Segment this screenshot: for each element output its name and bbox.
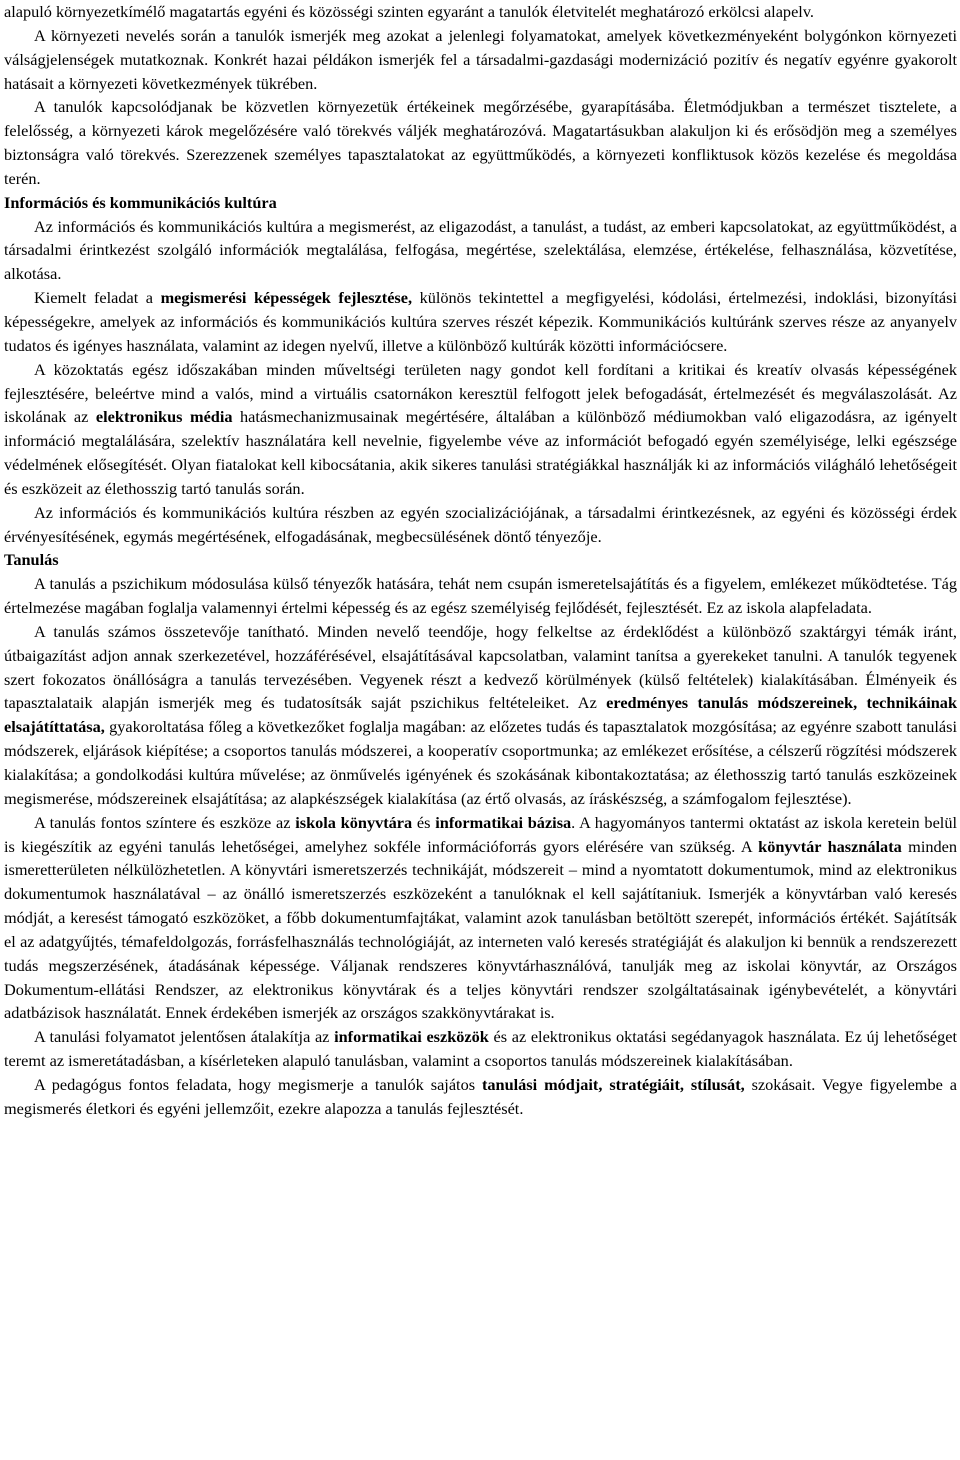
text-run: . A hagyományos tantermi oktatást az iskola keretein belül is kiegészítik az egyéni tanulás lehetőségei, amelyhez sokféle információforrás gyors elérésére van szükség. A [4, 812, 957, 856]
bold-text: könyvtár használata [758, 836, 902, 856]
paragraph: A tanulók kapcsolódjanak be közvetlen környezetük értékeinek megőrzésébe, gyarapításába. Életmódjukban a természet tisztelete, a felelősség, a környezeti károk megelőzésére való törekvés váljék meghatározóvá. Magatartásukban alakuljon ki és erősödjön meg a személyes biztonságra való törekvés. Szerezzenek személyes tapasztalatokat az együttműködés, a környezeti konfliktusok közös kezelése és megoldása terén. [4, 97, 957, 188]
section-heading: Tanulás [4, 550, 59, 570]
paragraph [4, 286, 957, 358]
text-run: minden ismeretterületen nélkülözhetetlen. A könyvtári ismeretszerzés technikáját, módszereit – mind a nyomtatott dokumentumok, mind az elektronikus dokumentumok használatával – az önálló ismeretszerzés eszközeként a tanulóknak el kell sajátítaniuk. Ismerjék a könyvtárban való keresés módját, a keresést támogató eszközöket, a főbb dokumentumfajtákat, valamint azok tanulásban betöltött szerepét, információs értékét. Sajátítsák el az adatgyűjtés, témafeldolgozás, forrásfelhasználás technológiáját, az interneten való keresés stratégiáját és alakuljon ki bennük a rendszerezett tudás megszerzésének, átadásának képessége. Váljanak rendszeres könyvtárhasználóvá, tanulják meg az iskolai könyvtár, az Országos Dokumentum-ellátási Rendszer, az elektronikus könyvtárak és a teljes könyvtári rendszer szolgáltatásainak igénybevételét, a könyvtári adatbázisok használatát. Ennek érdekében ismerjék az országos szakkönyvtárakat is. [4, 836, 958, 1023]
text-run: A tanulás számos összetevője tanítható. Minden nevelő teendője, hogy felkeltse az érdeklődést a különböző szaktárgyi témák iránt, útbaigazítást adjon annak szerkezetével, hozzáférésével, elsajátításával kapcsolatban, valamint tanítsa a gyerekeket tanulni. A tanulók tegyenek szert fokozatos önállóságra a tanulás tervezésében. Vegyenek részt a kedvező körülmények (külső feltételek) kialakításában. Élményeik és tapasztalataik alapján ismerjék meg és tudatosítsák saját pszichikus feltételeiket. Az [4, 621, 957, 713]
text-run: gyakoroltatása főleg a következőket foglalja magában: az előzetes tudás és tapasztalatok mozgósítása; az egyénre szabott tanulási módszerek, eljárások kiépítése; a csoportos tanulás módszerei, a kooperatív csoportmunka; az emlékezet erősítése, a célszerű rögzítési módszerek kialakítása; a gondolkodási kultúra művelése; az önművelés igényének és szokásának kibontakoztatása; az élethosszig tartó tanulás eszközeinek megismerése, módszereinek elsajátítása; az alapkészségek kialakítása (az értő olvasás, az íráskészség, a számfogalom fejlesztése). [4, 717, 957, 808]
bold-text: tanulási módjait, stratégiáit, stílusát, [481, 1074, 745, 1094]
bold-text: informatikai eszközök [334, 1027, 489, 1047]
text-run: hatásmechanizmusainak megértésére, általában a különböző médiumokban való eligazodásra, az igényelt információ megtalálására, szelektív használatára kell nevelnie, figyelembe véve az információt befogadó egyén személyisége, lelki egészsége védelmének elősegítését. Olyan fiatalokat kell kibocsátania, akik sikeres tanulási stratégiákkal használják ki az információs világháló lehetőségeit és eszközeit az élethosszig tartó tanulás során. [4, 407, 957, 498]
text-run: és [412, 812, 436, 832]
paragraph [4, 1025, 957, 1073]
text-run: A tanulás fontos színtere és eszköze az [34, 812, 296, 832]
bold-text: informatikai bázisa [435, 812, 572, 832]
paragraph [4, 811, 957, 1026]
paragraph: Az információs és kommunikációs kultúra a megismerést, az eligazodást, a tanulást, a tudást, az emberi kapcsolatokat, az együttműködést, a társadalmi érintkezést szolgáló információk megtalálása, felfogása, megértése, szelektálása, elemzése, értékelése, felhasználása, közvetítése, alkotása. [4, 216, 957, 284]
paragraph [4, 1073, 957, 1121]
bold-text: elektronikus média [95, 407, 233, 427]
text-run: szokásait. Vegye figyelembe a megismerés életkori és egyéni jellemzőit, ezekre alapozza a tanulás fejlesztését. [4, 1074, 957, 1118]
bold-text: iskola könyvtára [295, 812, 413, 832]
text-run: és az elektronikus oktatási segédanyagok használata. Ez új lehetőséget teremt az ismeretátadásban, a kísérleteken alapuló tanulásban, valamint a csoportos tanulás módszereinek kialakításában. [4, 1027, 958, 1071]
paragraph: A környezeti nevelés során a tanulók ismerjék meg azokat a jelenlegi folyamatokat, amelyek következményeként bolygónkon környezeti válságjelenségek mutatkoznak. Konkrét hazai példákon ismerjék fel a társadalmi-gazdasági modernizáció pozitív és negatív egyénre gyakorolt hatásait a környezeti következmények tükrében. [4, 25, 957, 93]
text-run: A tanulási folyamatot jelentősen átalakítja az [34, 1027, 335, 1047]
text-run: A közoktatás egész időszakában minden műveltségi területen nagy gondot kell fordítani a kritikai és kreatív olvasás képességének fejlesztésére, beleértve mind a valós, mind a virtuális csatornákon keresztül felfogott jelek befogadását, értelmezését és megválaszolását. Az iskolának az [4, 359, 957, 427]
paragraph [4, 358, 957, 501]
bold-text: megismerési képességek fejlesztése, [160, 288, 413, 308]
paragraph: alapuló környezetkímélő magatartás egyéni és közösségi szinten egyaránt a tanulók életvitelét meghatározó erkölcsi alapelv. [4, 2, 814, 21]
text-run: különös tekintettel a megfigyelési, kódolási, értelmezési, indoklási, bizonyítási képességekre, amelyek az információs és kommunikációs kultúra szerves részét képezik. Kommunikációs kultúránk szerves része az anyanyelv tudatos és igényes használata, valamint az idegen nyelvű, illetve a különböző kultúrák közötti információcsere. [4, 288, 958, 355]
paragraph [4, 620, 957, 811]
section-heading: Információs és kommunikációs kultúra [4, 192, 277, 212]
bold-text: eredményes tanulás módszereinek, technikáinak elsajátíttatása, [4, 693, 957, 737]
text-run: A pedagógus fontos feladata, hogy megismerje a tanulók sajátos [34, 1074, 482, 1094]
paragraph: A tanulás a pszichikum módosulása külső tényezők hatására, tehát nem csupán ismeretelsajátítás és a figyelem, emlékezet működtetése. Tág értelmezése magában foglalja valamennyi értelmi képesség és az egész személyiség fejlődését, fejlesztését. Ez az iskola alapfeladata. [4, 574, 957, 618]
paragraph: Az információs és kommunikációs kultúra részben az egyén szocializációjának, a társadalmi érintkezésnek, az egyéni és közösségi érdek érvényesítésének, egymás megértésének, elfogadásának, megbecsülésének döntő tényezője. [4, 502, 957, 546]
text-run: Kiemelt feladat a [34, 288, 161, 308]
